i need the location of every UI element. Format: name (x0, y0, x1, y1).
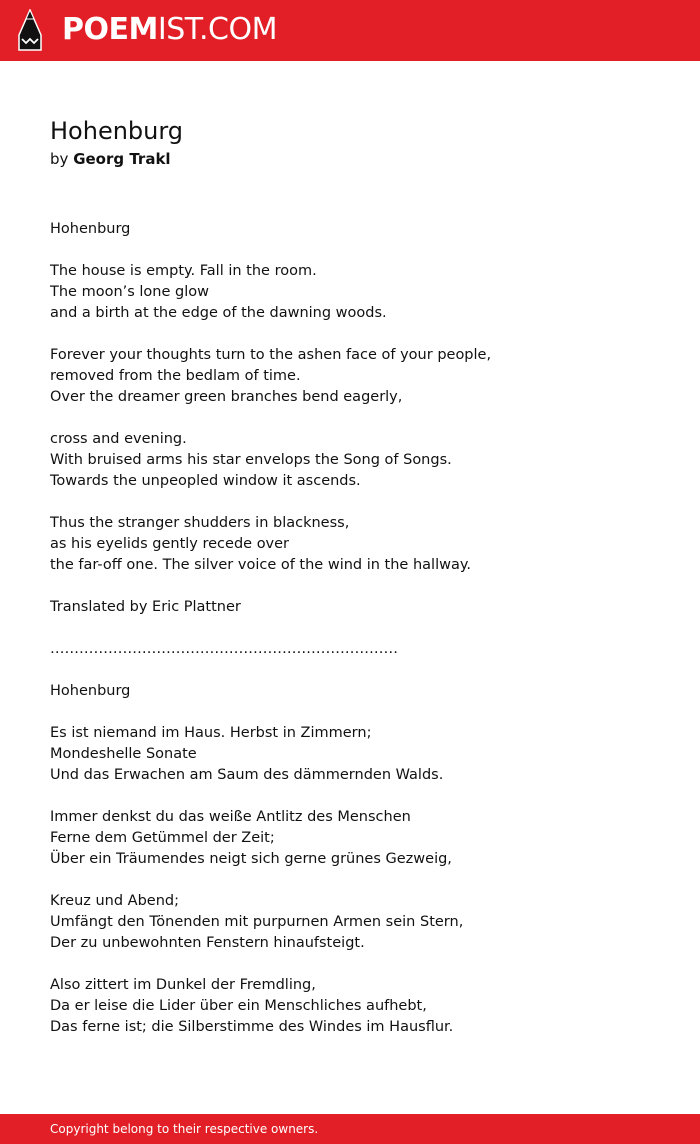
poem-line: With bruised arms his star envelops the Song of Songs. (50, 452, 452, 468)
site-logo[interactable] (62, 13, 277, 47)
poem-line: Umfängt den Tönenden mit purpurnen Armen sein Stern, (50, 914, 464, 930)
poem-line: Hohenburg (50, 221, 131, 237)
poem-line: Kreuz und Abend; (50, 893, 179, 909)
poem-line: Thus the stranger shudders in blackness, (50, 515, 350, 531)
author-name: Georg Trakl (73, 150, 171, 168)
poem-line: Da er leise die Lider über ein Menschliches aufhebt, (50, 998, 427, 1014)
poem-line: Translated by Eric Plattner (50, 599, 241, 615)
poem-line: Immer denkst du das weiße Antlitz des Menschen (50, 809, 411, 825)
stanza-break (50, 576, 670, 597)
site-footer (0, 1114, 700, 1144)
poem-line: Also zittert im Dunkel der Fremdling, (50, 977, 316, 993)
stanza-break (50, 324, 670, 345)
copyright-text: Copyright belong to their respective owners. (50, 1122, 319, 1136)
poem-line: Mondeshelle Sonate (50, 746, 197, 762)
stanza-break (50, 870, 670, 891)
poem-line: as his eyelids gently recede over (50, 536, 290, 552)
poem-line: Forever your thoughts turn to the ashen face of your people, (50, 347, 492, 363)
stanza-break (50, 618, 670, 639)
poem-line: Over the dreamer green branches bend eagerly, (50, 389, 403, 405)
poem-line: Towards the unpeopled window it ascends. (50, 473, 361, 489)
poem-line: The moon’s lone glow (50, 284, 209, 300)
poem-line: Und das Erwachen am Saum des dämmernden Walds. (50, 767, 444, 783)
by-label: by (50, 150, 69, 168)
stanza-break (50, 660, 670, 681)
logo-text-light: IST.COM (157, 12, 277, 47)
poem-line: Über ein Träumendes neigt sich gerne grünes Gezweig, (50, 851, 452, 867)
stanza-break (50, 492, 670, 513)
poem-line: Das ferne ist; die Silberstimme des Windes im Hausflur. (50, 1019, 454, 1035)
poem-title: Hohenburg (50, 117, 184, 145)
poem-line: Der zu unbewohnten Fenstern hinaufsteigt. (50, 935, 365, 951)
poem-line: ……………………………………………………………… (50, 641, 398, 657)
poem-line: Es ist niemand im Haus. Herbst in Zimmern; (50, 725, 372, 741)
pencil-logo-icon[interactable] (17, 9, 43, 51)
poem-byline (50, 149, 171, 169)
stanza-break (50, 702, 670, 723)
site-header (0, 0, 700, 61)
stanza-break (50, 786, 670, 807)
poem-line: removed from the bedlam of time. (50, 368, 301, 384)
poem-line: Hohenburg (50, 683, 131, 699)
stanza-break (50, 954, 670, 975)
stanza-break (50, 408, 670, 429)
poem-line: cross and evening. (50, 431, 187, 447)
poem-line: the far-off one. The silver voice of the wind in the hallway. (50, 557, 471, 573)
poem-body (50, 219, 670, 1038)
poem-line: and a birth at the edge of the dawning woods. (50, 305, 387, 321)
poem-line: The house is empty. Fall in the room. (50, 263, 317, 279)
stanza-break (50, 240, 670, 261)
logo-text-bold: POEM (62, 12, 158, 47)
poem-line: Ferne dem Getümmel der Zeit; (50, 830, 275, 846)
